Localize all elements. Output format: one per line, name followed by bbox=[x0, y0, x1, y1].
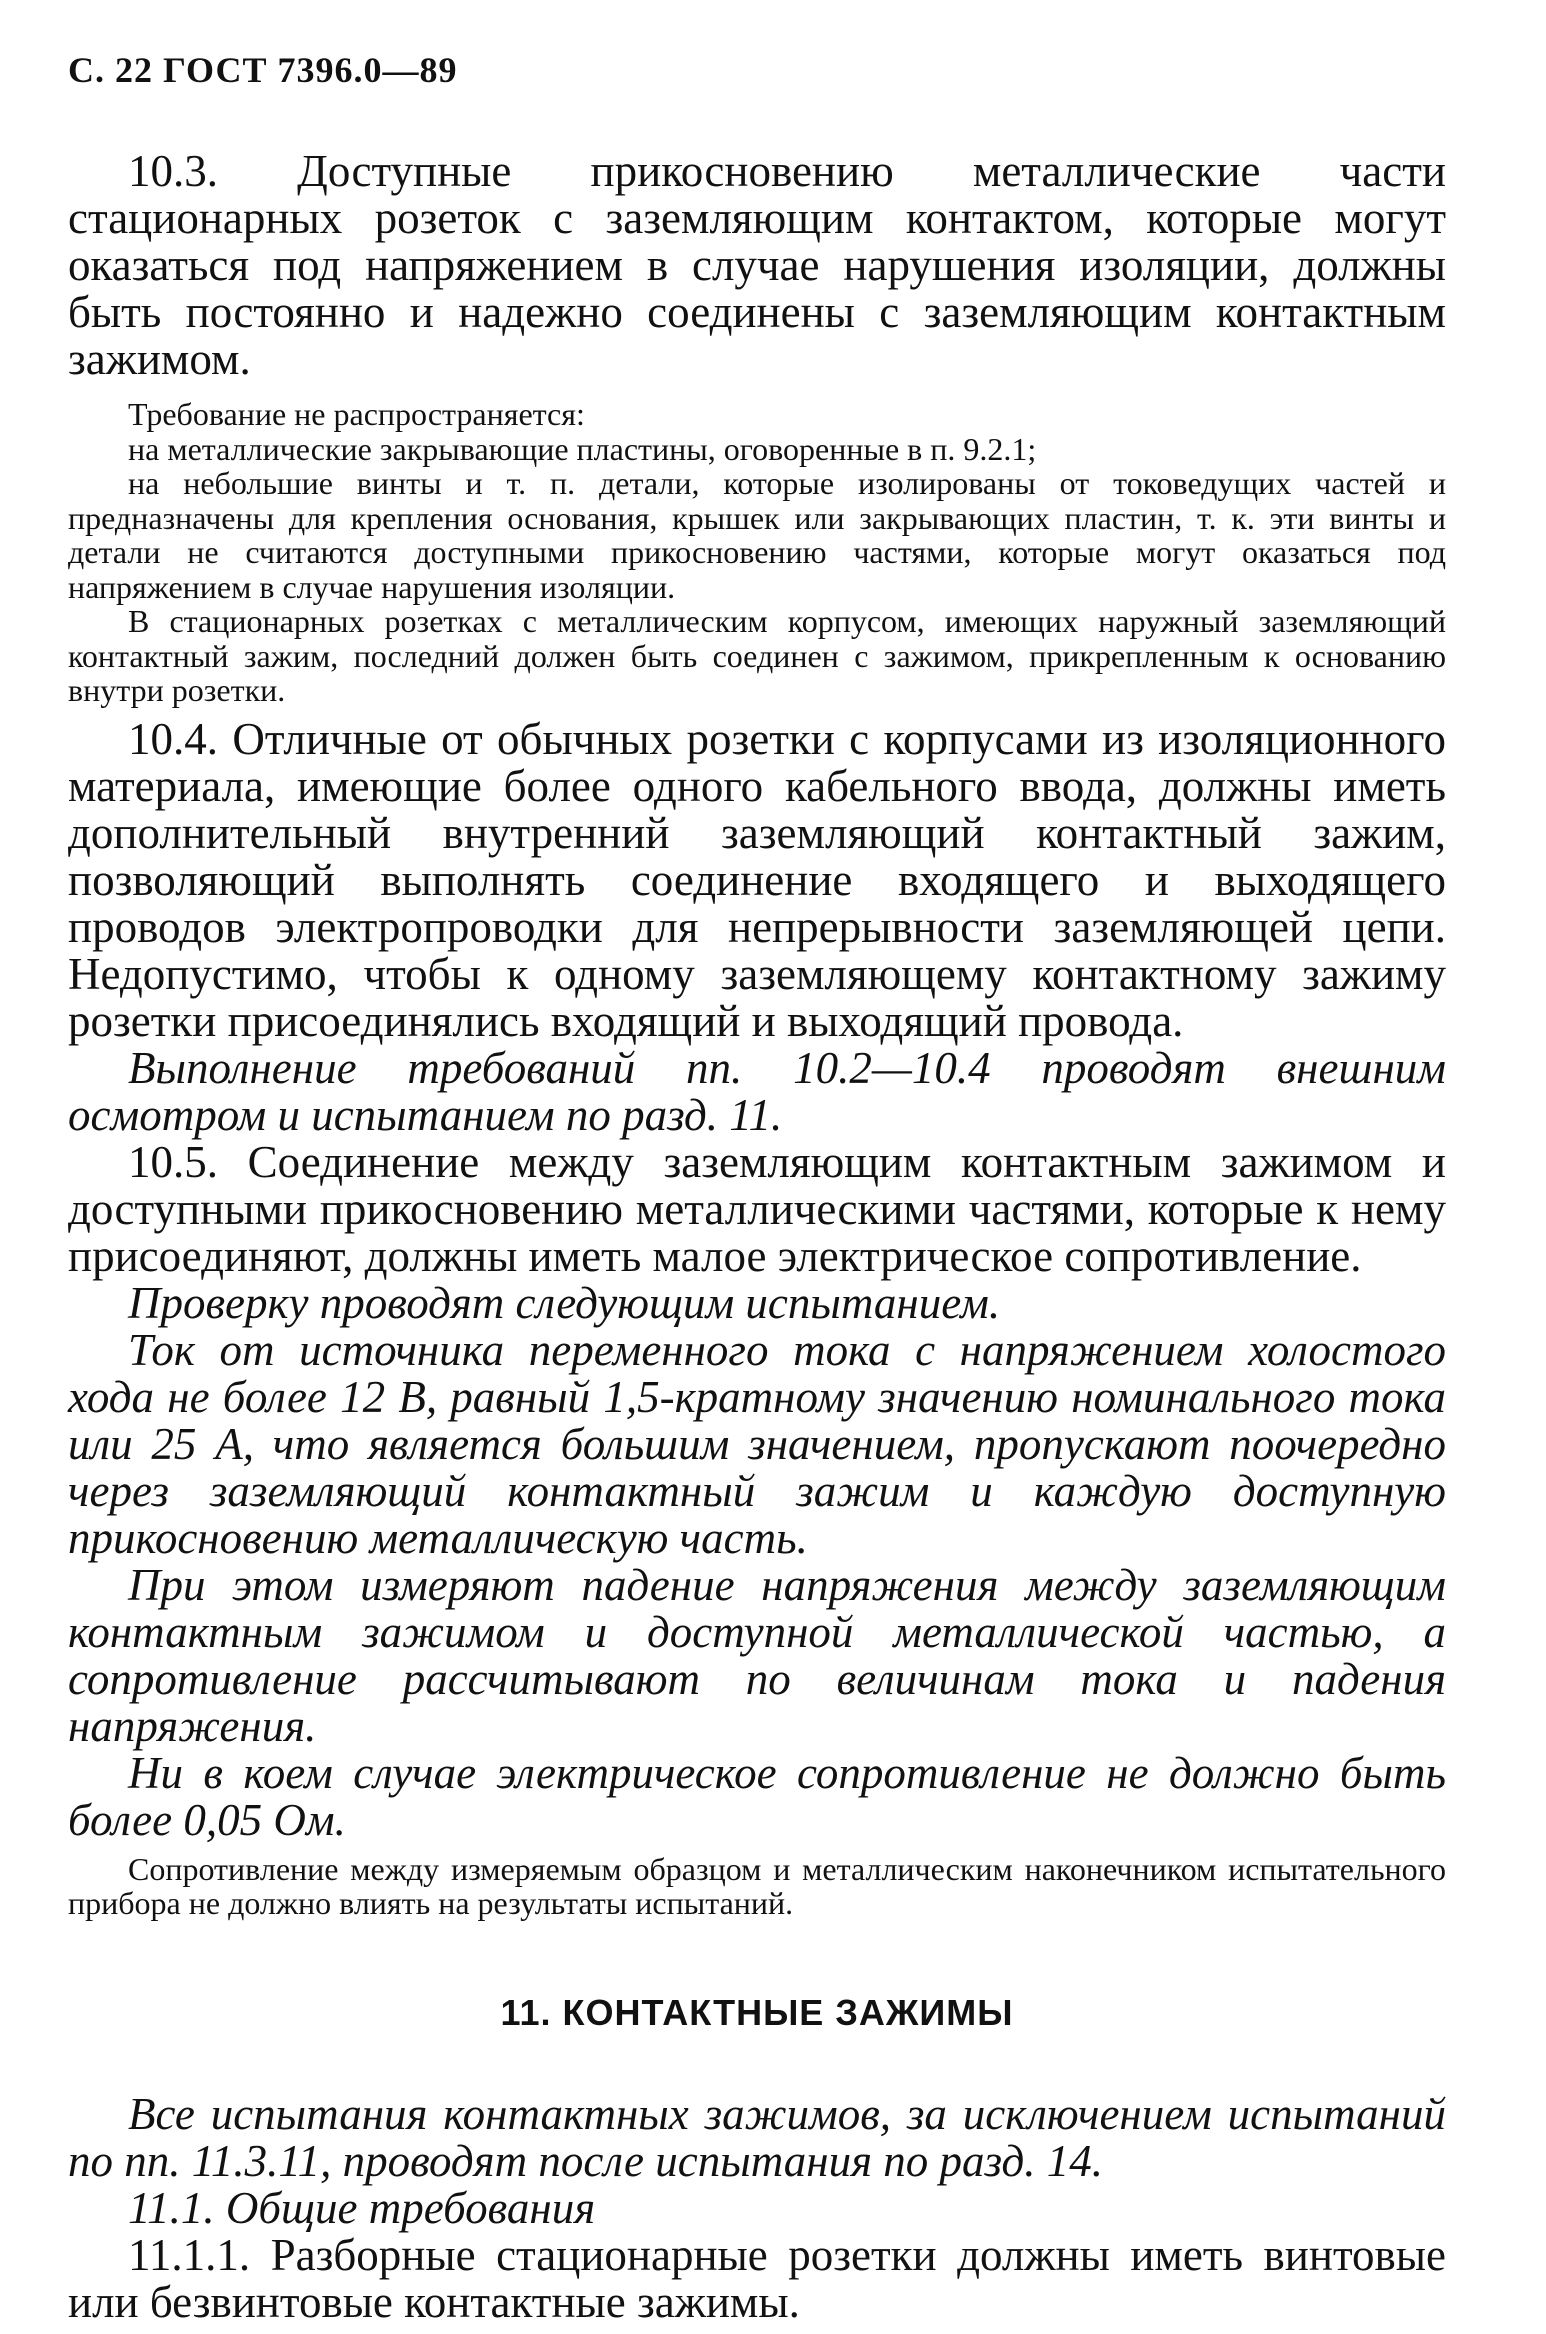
paragraph-10-3: 10.3. Доступные прикосновению металлические части стационарных розеток с заземляющим контактом, которые могут оказаться под напряжением в случае нарушения изоляции, должны быть постоянно и надежно соединены с заземляющим контактным зажимом. bbox=[68, 146, 1446, 384]
italic-test-intro: Проверку проводят следующим испытанием. bbox=[128, 1277, 1001, 1328]
paragraph-10-4: 10.4. Отличные от обычных розетки с корпусами из изоляционного материала, имеющие более одного кабельного ввода, должны иметь дополнительный внутренний заземляющий контактный зажим, позволяющий выполнять соединение входящего и выходящего проводов электропроводки для непрерывности заземляющей цепи. Недопустимо, чтобы к одному заземляющему контактному зажиму розетки присоединялись входящий и выходящий провода. bbox=[68, 713, 1446, 1046]
italic-section-11-intro: Все испытания контактных зажимов, за исключением испытаний по пп. 11.3.11, проводят после испытания по разд. 14. bbox=[68, 2088, 1446, 2186]
italic-test-current: Ток от источника переменного тока с напряжением холостого хода не более 12 В, равный 1,5-кратному значению номинального тока или 25 А, что является большим значением, пропускают поочередно через заземляющий контактный зажим и каждую доступную прикосновению металлическую часть. bbox=[68, 1324, 1446, 1563]
requirement-item-1: на металлические закрывающие пластины, оговоренные в п. 9.2.1; bbox=[128, 430, 1037, 467]
section-11-title: 11. КОНТАКТНЫЕ ЗАЖИМЫ bbox=[500, 1991, 1014, 2033]
document-page bbox=[68, 50, 1446, 2326]
italic-inspection-note: Выполнение требований пп. 10.2—10.4 проводят внешним осмотром и испытанием по разд. 11. bbox=[68, 1042, 1446, 1140]
italic-resistance-limit: Ни в коем случае электрическое сопротивление не должно быть более 0,05 Ом. bbox=[68, 1747, 1446, 1845]
resistance-note: Сопротивление между измеряемым образцом и металлическим наконечником испытательного прибора не должно влиять на результаты испытаний. bbox=[68, 1850, 1446, 1921]
italic-test-measure: При этом измеряют падение напряжения между заземляющим контактным зажимом и доступной металлической частью, а сопротивление рассчитывают по величинам тока и падения напряжения. bbox=[68, 1559, 1446, 1751]
paragraph-10-5: 10.5. Соединение между заземляющим контактным зажимом и доступными прикосновению металлическими частями, которые к нему присоединяют, должны иметь малое электрическое сопротивление. bbox=[68, 1136, 1446, 1281]
paragraph-11-1-1: 11.1.1. Разборные стационарные розетки должны иметь винтовые или безвинтовые контактные зажимы. bbox=[68, 2229, 1446, 2327]
page-header: С. 22 ГОСТ 7396.0—89 bbox=[68, 50, 458, 90]
requirement-item-2: на небольшие винты и т. п. детали, которые изолированы от токоведущих частей и предназначены для крепления основания, крышек или закрывающих пластин, т. к. эти винты и детали не считаются доступными прикосновению частями, которые могут оказаться под напряжением в случае нарушения изоляции. bbox=[68, 465, 1446, 605]
requirement-item-3: В стационарных розетках с металлическим корпусом, имеющих наружный заземляющий контактный зажим, последний должен быть соединен с зажимом, прикрепленным к основанию внутри розетки. bbox=[68, 603, 1446, 708]
subsection-11-1-title: 11.1. Общие требования bbox=[128, 2182, 596, 2233]
requirement-not-apply: Требование не распространяется: bbox=[128, 396, 585, 432]
